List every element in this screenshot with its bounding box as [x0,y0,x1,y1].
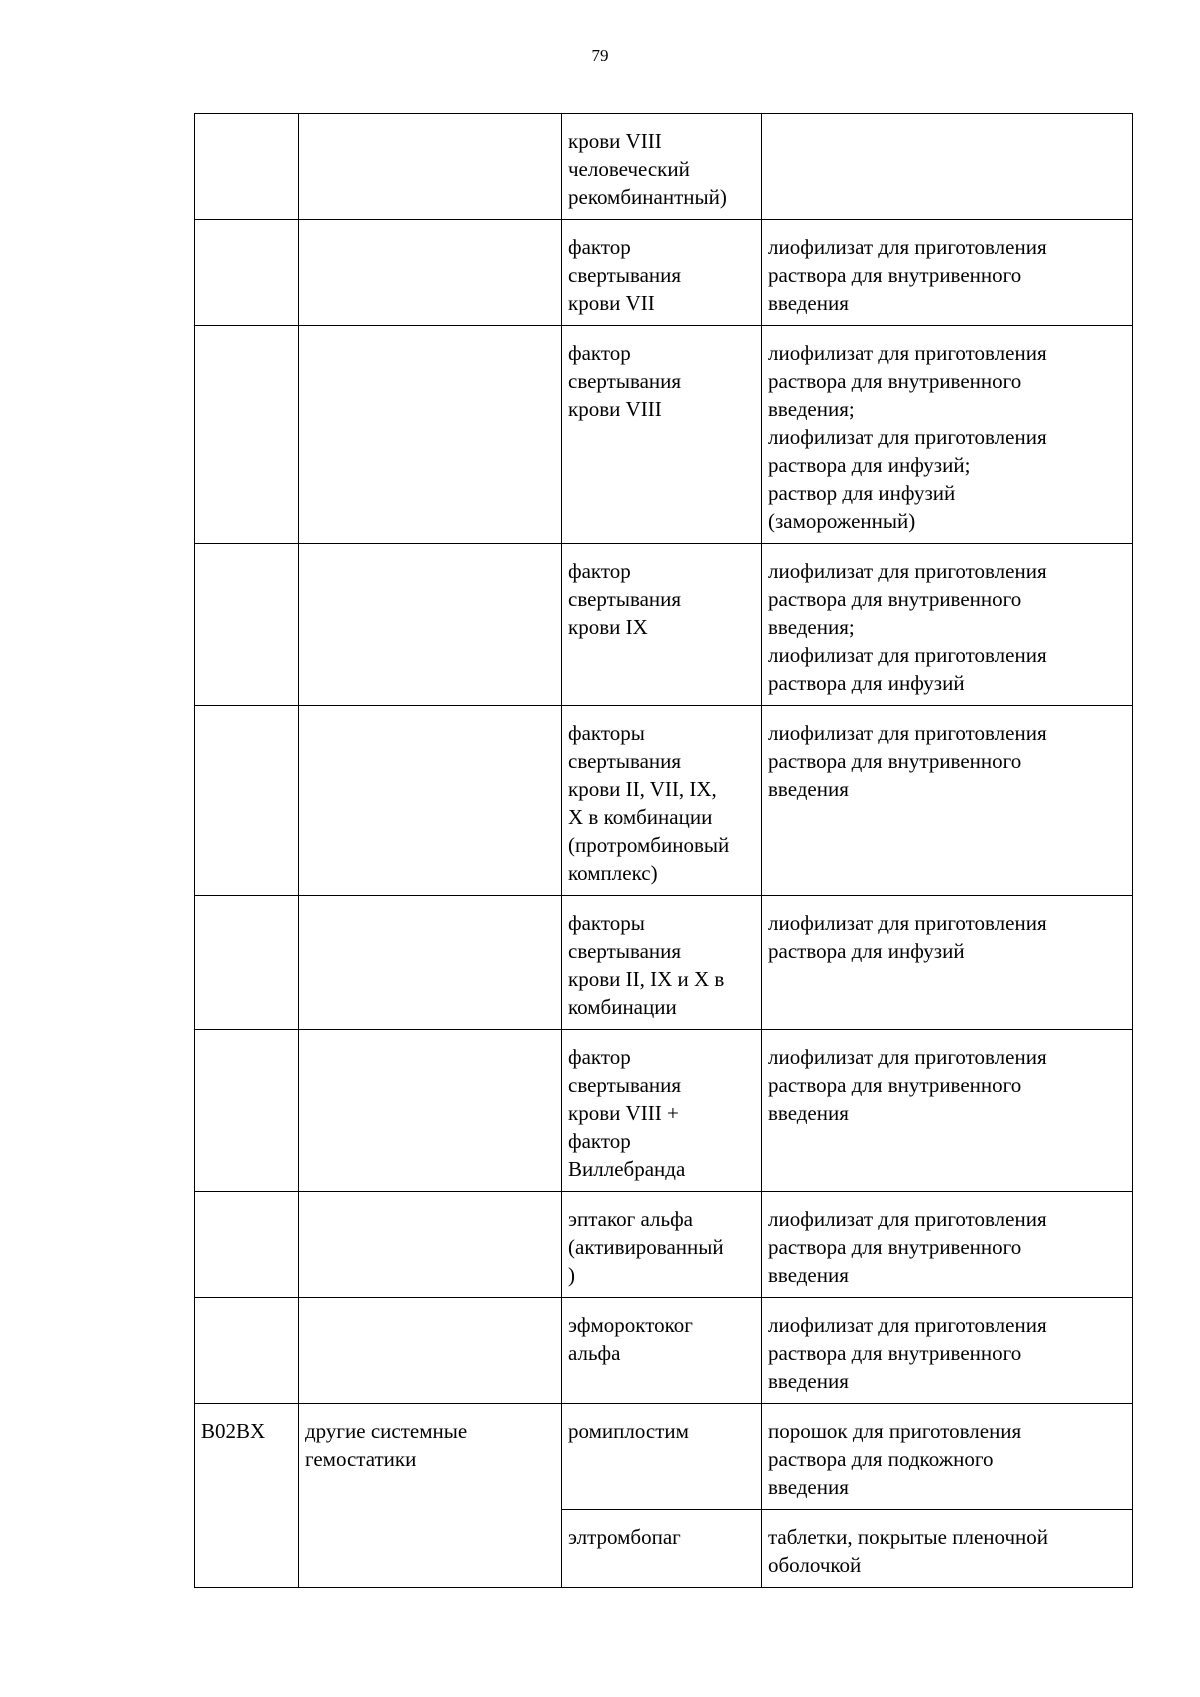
cell-form [762,706,1133,896]
cell-code [195,1192,299,1298]
form-text: лиофилизат для приготовления раствора для внутривенного введения [768,1207,1047,1287]
table-row [195,1404,1133,1510]
cell-name [562,1192,762,1298]
cell-group [299,1030,562,1192]
cell-form [762,220,1133,326]
table-row [195,326,1133,544]
name-text: ромиплостим [568,1419,689,1443]
cell-group [299,1404,562,1588]
form-text: лиофилизат для приготовления раствора для внутривенного введения [768,721,1047,801]
drug-table [194,113,1133,1588]
cell-name [562,706,762,896]
name-text: фактор свертывания крови VIII [568,341,682,421]
cell-name [562,1030,762,1192]
cell-form [762,114,1133,220]
form-text: лиофилизат для приготовления раствора для инфузий [768,911,1047,963]
table-row [195,220,1133,326]
page-number: 79 [591,46,609,65]
name-text: факторы свертывания крови II, VII, IX, X в комбинации (протромбиновый комплекс) [568,721,730,885]
name-text: фактор свертывания крови VIII + фактор Виллебранда [568,1045,686,1181]
form-text: лиофилизат для приготовления раствора для внутривенного введения; лиофилизат для приготовления раствора для инфузий; раствор для инфузий (замороженный) [768,341,1047,533]
form-text: таблетки, покрытые пленочной оболочкой [768,1525,1049,1577]
cell-group [299,114,562,220]
table-row [195,1192,1133,1298]
group-text: другие системные гемостатики [305,1419,468,1471]
table-row [195,544,1133,706]
cell-code [195,1298,299,1404]
cell-form [762,896,1133,1030]
cell-group [299,544,562,706]
table-row [195,706,1133,896]
cell-group [299,326,562,544]
name-text: фактор свертывания крови IX [568,559,682,639]
cell-form [762,1192,1133,1298]
cell-code [195,706,299,896]
cell-group [299,1298,562,1404]
cell-form [762,544,1133,706]
name-text: крови VIII человеческий рекомбинантный) [568,129,727,209]
name-text: эптаког альфа (активированный ) [568,1207,724,1287]
cell-name [562,220,762,326]
form-text: лиофилизат для приготовления раствора для внутривенного введения; лиофилизат для приготовления раствора для инфузий [768,559,1047,695]
cell-form [762,1298,1133,1404]
cell-form [762,326,1133,544]
table-row [195,896,1133,1030]
cell-name [562,1298,762,1404]
name-text: факторы свертывания крови II, IX и X в комбинации [568,911,725,1019]
cell-form [762,1510,1133,1588]
cell-group [299,220,562,326]
name-text: фактор свертывания крови VII [568,235,682,315]
form-text: лиофилизат для приготовления раствора для внутривенного введения [768,1313,1047,1393]
cell-name [562,326,762,544]
table-body [195,114,1133,1588]
form-text: лиофилизат для приготовления раствора для внутривенного введения [768,235,1047,315]
cell-name [562,896,762,1030]
cell-code [195,544,299,706]
cell-code [195,326,299,544]
table-row [195,1030,1133,1192]
cell-group [299,1192,562,1298]
cell-code [195,1404,299,1588]
cell-name [562,1510,762,1588]
form-text: порошок для приготовления раствора для подкожного введения [768,1419,1022,1499]
cell-form [762,1404,1133,1510]
table-row [195,114,1133,220]
form-text: лиофилизат для приготовления раствора для внутривенного введения [768,1045,1047,1125]
cell-group [299,896,562,1030]
cell-group [299,706,562,896]
table-row [195,1298,1133,1404]
cell-code [195,1030,299,1192]
cell-name [562,1404,762,1510]
cell-code [195,220,299,326]
name-text: эфмороктоког альфа [568,1313,693,1365]
cell-code [195,896,299,1030]
code-text: B02BX [201,1419,266,1443]
name-text: элтромбопаг [568,1525,681,1549]
cell-code [195,114,299,220]
cell-form [762,1030,1133,1192]
cell-name [562,114,762,220]
cell-name [562,544,762,706]
